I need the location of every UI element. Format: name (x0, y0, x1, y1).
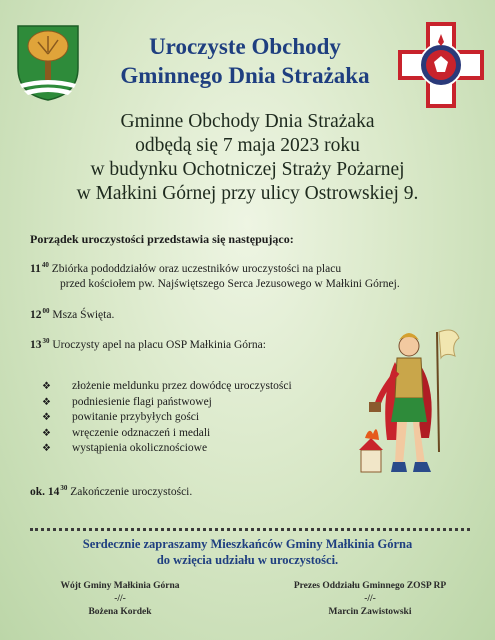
signature-mayor (35, 580, 205, 619)
signature-president (270, 580, 470, 619)
entry-text: Uroczysty apel na placu OSP Małkinia Górna: (52, 339, 266, 351)
diamond-bullet-icon: ❖ (42, 427, 51, 439)
intro-text (20, 110, 475, 206)
list-item: ❖ wręczenie odznaczeń i medali (42, 426, 292, 442)
entry-text: Zbiórka pododdziałów oraz uczestników uroczystości na placu (51, 263, 342, 275)
title-line-1: Uroczyste Obchody (149, 34, 341, 59)
program-entry-2 (30, 304, 470, 323)
entry-time: ok. $14^{30}$ (30, 484, 68, 498)
signature-role: Prezes Oddziału Gminnego ZOSP RP (293, 581, 447, 591)
entry-time: $13^{30}$ (30, 337, 50, 351)
diamond-bullet-icon: ❖ (42, 396, 51, 408)
fire-brigade-emblem (398, 22, 484, 108)
municipality-coat-of-arms (16, 24, 80, 102)
intro-line-2: odbędą się 7 maja 2023 roku (135, 135, 360, 156)
invitation-line-2: do wzięcia udziału w uroczystości. (156, 553, 339, 567)
signature-role: Wójt Gminy Małkinia Górna (60, 581, 180, 591)
entry-text: Zakończenie uroczystości. (70, 486, 193, 498)
diamond-bullet-icon: ❖ (42, 381, 51, 392)
invitation-line-1: Serdecznie zapraszamy Mieszkańców Gminy Małkinia Górna (82, 537, 413, 551)
diamond-bullet-icon: ❖ (42, 443, 51, 455)
program-heading: Porządek uroczystości przedstawia się następująco: (30, 232, 294, 246)
diamond-bullet-icon: ❖ (42, 412, 51, 424)
intro-line-1: Gminne Obchody Dnia Strażaka (120, 111, 375, 132)
signature-name: Marcin Zawistowski (328, 607, 412, 617)
intro-line-3: w budynku Ochotniczej Straży Pożarnej (90, 159, 405, 180)
saint-florian-illustration (355, 322, 470, 487)
entry-text-continued: przed kościołem pw. Najświętszego Serca Jezusowego w Małkini Górnej. (60, 278, 400, 290)
entry-time: $11^{40}$ (30, 261, 49, 275)
ceremony-bullet-list (42, 379, 292, 457)
signature-name: Bożena Kordek (88, 607, 152, 617)
event-title (90, 32, 400, 90)
signature-mark: -//- (364, 594, 376, 604)
program-entry-1 (30, 258, 470, 292)
signature-mark: -//- (114, 594, 126, 604)
entry-time: $12^{00}$ (30, 307, 50, 321)
list-item: ❖ wystąpienia okolicznościowe (42, 441, 292, 457)
dotted-divider (30, 528, 470, 531)
title-line-2: Gminnego Dnia Strażaka (120, 63, 370, 88)
closing-entry (30, 481, 470, 500)
list-item: ❖ powitanie przybyłych gości (42, 410, 292, 426)
entry-text: Msza Święta. (52, 309, 115, 321)
list-item: ❖ podniesienie flagi państwowej (42, 395, 292, 411)
intro-line-4: w Małkini Górnej przy ulicy Ostrowskiej 9. (76, 183, 419, 204)
invitation (20, 536, 475, 568)
list-item: ❖ złożenie meldunku przez dowódcę uroczystości (42, 379, 292, 395)
